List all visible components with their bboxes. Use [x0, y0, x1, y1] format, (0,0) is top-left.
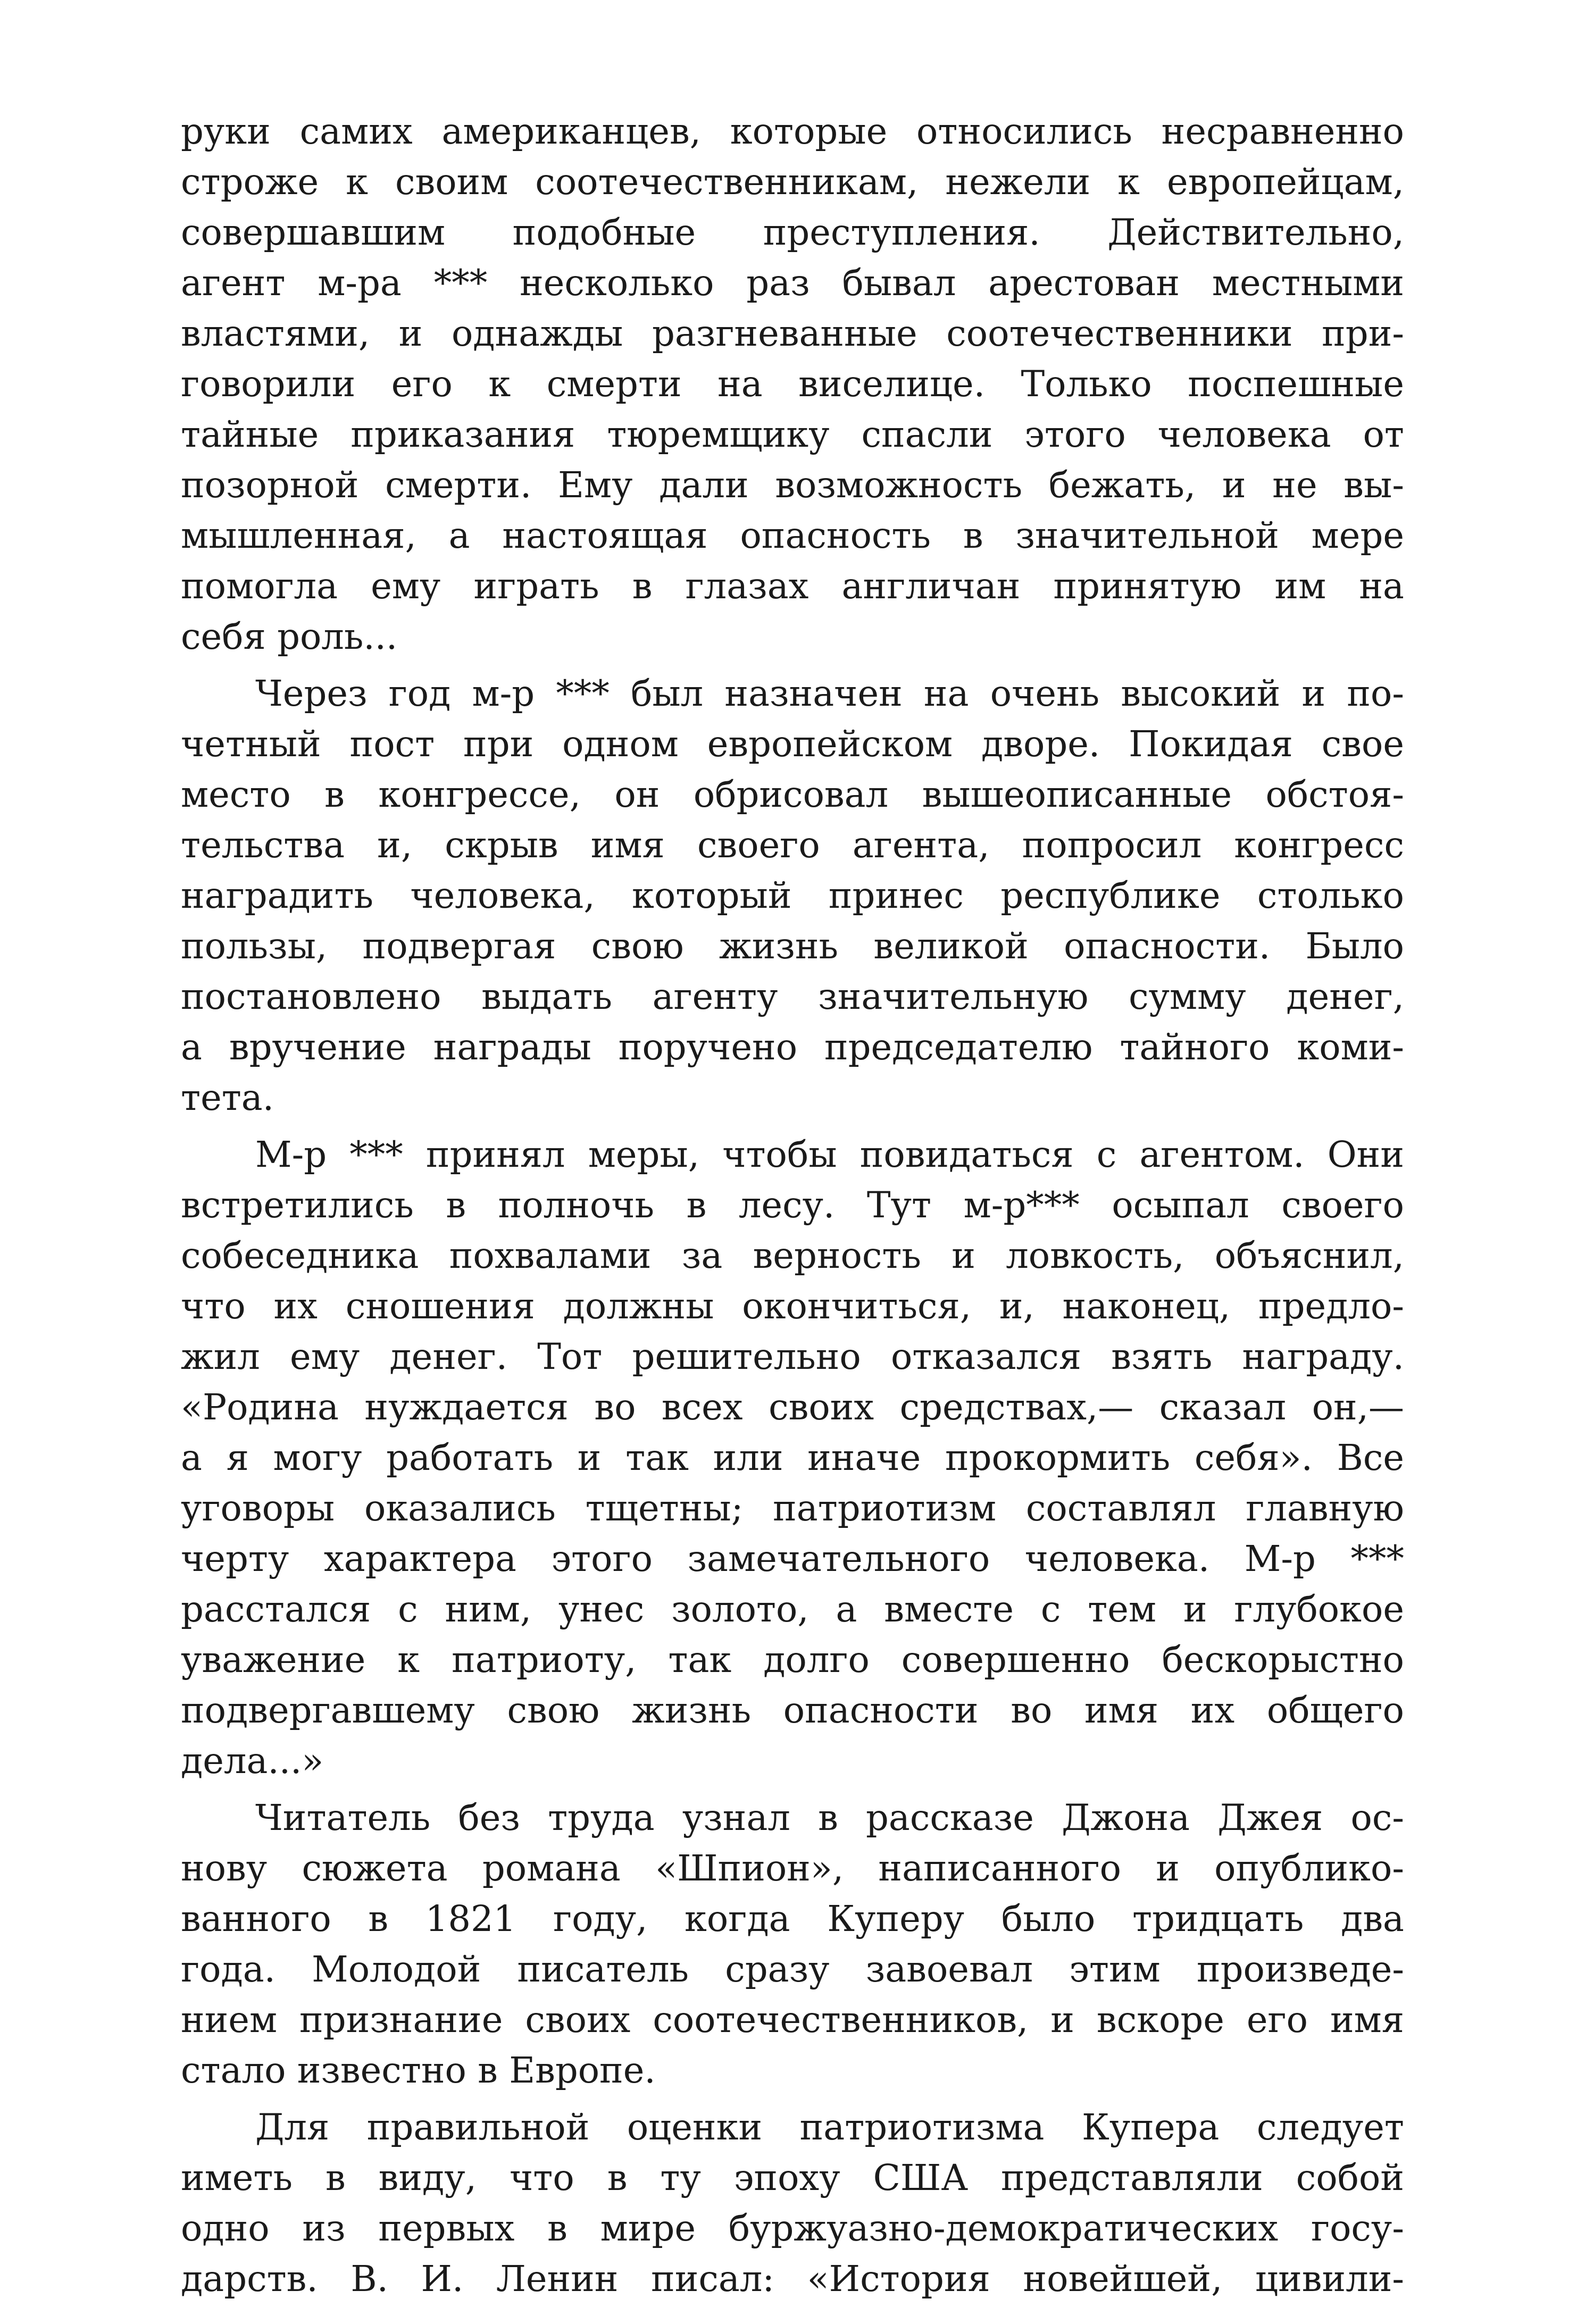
- text-line: постановлено выдать агенту значительную сумму денег,: [181, 976, 1404, 1017]
- text-line: «Родина нуждается во всех своих средствах,— сказал он,—: [181, 1386, 1404, 1428]
- text-line: тельства и, скрыв имя своего агента, попросил конгресс: [181, 824, 1404, 866]
- text-line: года. Молодой писатель сразу завоевал этим произведе-: [181, 1949, 1404, 1990]
- text-line: пользы, подвергая свою жизнь великой опасности. Было: [181, 925, 1404, 967]
- text-line: иметь в виду, что в ту эпоху США представляли собой: [181, 2157, 1404, 2198]
- text-line: а вручение награды поручено председателю тайного коми-: [181, 1026, 1404, 1068]
- text-line: агент м-ра *** несколько раз бывал арестован местными: [181, 262, 1404, 304]
- text-line: строже к своим соотечественникам, нежели к европейцам,: [181, 161, 1404, 203]
- text-line: собеседника похвалами за верность и ловкость, объяснил,: [181, 1235, 1404, 1276]
- text-line: тета.: [181, 1077, 274, 1118]
- text-line: помогла ему играть в глазах англичан принятую им на: [181, 565, 1404, 607]
- text-line: тайные приказания тюремщику спасли этого человека от: [181, 414, 1404, 455]
- text-line: Для правильной оценки патриотизма Купера следует: [255, 2106, 1404, 2148]
- text-line: Читатель без труда узнал в рассказе Джона Джея ос-: [255, 1797, 1404, 1838]
- text-line: наградить человека, который принес республике столько: [181, 875, 1404, 916]
- text-line: властями, и однажды разгневанные соотечественники при-: [181, 313, 1404, 354]
- text-line: уважение к патриоту, так долго совершенно бескорыстно: [181, 1639, 1404, 1681]
- text-line: одно из первых в мире буржуазно-демократических госу-: [181, 2208, 1404, 2249]
- text-line: встретились в полночь в лесу. Тут м-р*** осыпал своего: [181, 1184, 1404, 1226]
- text-line: жил ему денег. Тот решительно отказался взять награду.: [181, 1336, 1404, 1377]
- text-line: нием признание своих соотечественников, и вскоре его имя: [181, 1999, 1404, 2041]
- paragraph-4: [181, 1793, 1404, 2096]
- text-line: стало известно в Европе.: [181, 2050, 656, 2091]
- text-line: дела...»: [181, 1740, 324, 1782]
- text-line: М-р *** принял меры, чтобы повидаться с агентом. Они: [255, 1134, 1404, 1175]
- text-line: уговоры оказались тщетны; патриотизм составлял главную: [181, 1487, 1404, 1529]
- text-line: руки самих американцев, которые относились несравненно: [181, 111, 1404, 152]
- text-line: подвергавшему свою жизнь опасности во имя их общего: [181, 1690, 1404, 1731]
- text-line: расстался с ним, унес золото, а вместе с тем и глубокое: [181, 1589, 1404, 1630]
- text-line: себя роль...: [181, 616, 398, 657]
- text-line: четный пост при одном европейском дворе. Покидая свое: [181, 723, 1404, 765]
- text-line: ванного в 1821 году, когда Куперу было тридцать два: [181, 1898, 1404, 1940]
- text-line: что их сношения должны окончиться, и, наконец, предло-: [181, 1285, 1404, 1327]
- text-line: совершавшим подобные преступления. Действительно,: [181, 212, 1404, 253]
- text-line: позорной смерти. Ему дали возможность бежать, и не вы-: [181, 464, 1404, 506]
- text-line: нову сюжета романа «Шпион», написанного и опублико-: [181, 1848, 1404, 1889]
- text-line: а я могу работать и так или иначе прокормить себя». Все: [181, 1437, 1404, 1478]
- text-line: черту характера этого замечательного человека. М-р ***: [181, 1538, 1404, 1579]
- text-line: дарств. В. И. Ленин писал: «История новейшей, цивили-: [181, 2258, 1404, 2300]
- page-body: [181, 106, 1404, 2304]
- text-line: мышленная, а настоящая опасность в значительной мере: [181, 515, 1404, 556]
- paragraph-2: [181, 668, 1404, 1123]
- paragraph-5: [181, 2102, 1404, 2304]
- paragraph-3: [181, 1130, 1404, 1786]
- text-line: говорили его к смерти на виселице. Только поспешные: [181, 363, 1404, 405]
- text-line: Через год м-р *** был назначен на очень высокий и по-: [255, 673, 1404, 714]
- paragraph-1: [181, 106, 1404, 662]
- text-line: место в конгрессе, он обрисовал вышеописанные обстоя-: [181, 774, 1404, 815]
